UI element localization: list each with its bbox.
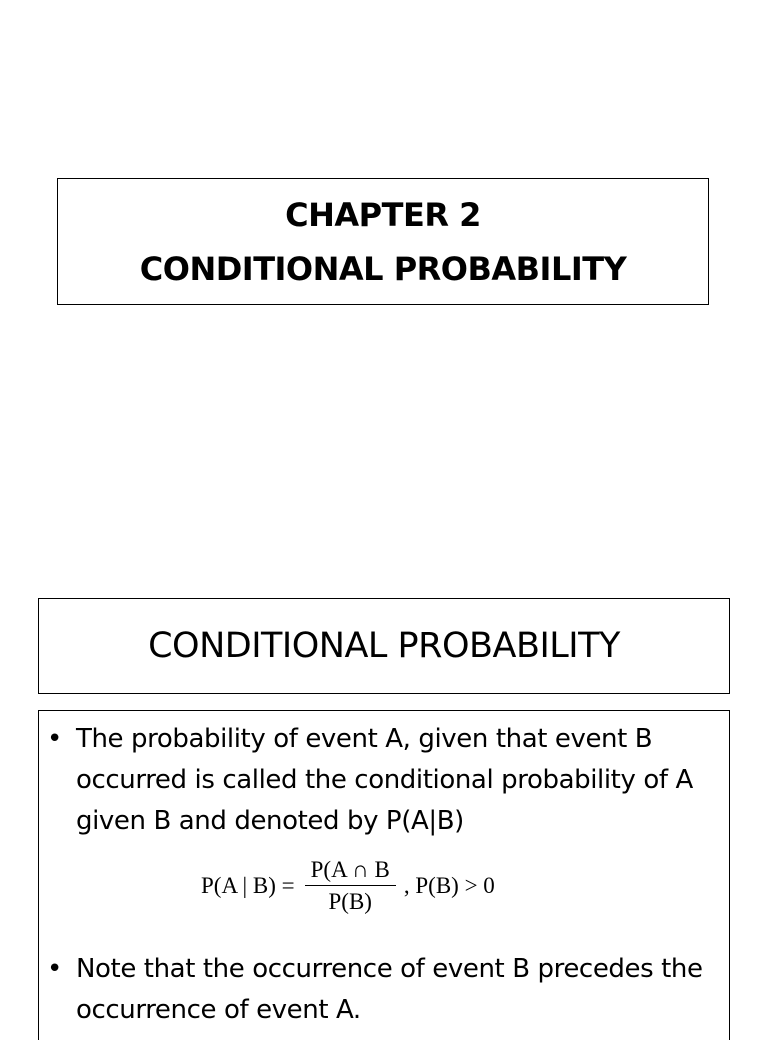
bullet-text: The probability of event A, given that event B occurred is called the conditional probability of A given B and denoted by P(A|B) — [76, 724, 693, 836]
conditional-probability-formula — [201, 851, 495, 921]
formula-denominator: P(B) — [328, 889, 372, 914]
bullet-item — [47, 949, 717, 1031]
section-heading: CONDITIONAL PROBABILITY — [148, 626, 620, 666]
formula-fraction — [305, 857, 396, 915]
formula-condition: , P(B) > 0 — [403, 873, 495, 898]
bullet-marker: • — [47, 724, 62, 754]
bullet-text: Note that the occurrence of event B precedes the occurrence of event A. — [76, 954, 703, 1025]
content-box — [38, 710, 730, 1040]
chapter-subtitle: CONDITIONAL PROBABILITY — [139, 249, 627, 288]
section-heading-box — [38, 598, 730, 694]
formula-numerator: P(A ∩ B — [305, 857, 396, 886]
bullet-marker: • — [47, 954, 62, 984]
chapter-title: CHAPTER 2 — [285, 195, 481, 234]
title-slide-box — [57, 178, 709, 305]
formula-lhs: P(A | B) = — [201, 873, 295, 898]
bullet-item — [47, 719, 717, 842]
